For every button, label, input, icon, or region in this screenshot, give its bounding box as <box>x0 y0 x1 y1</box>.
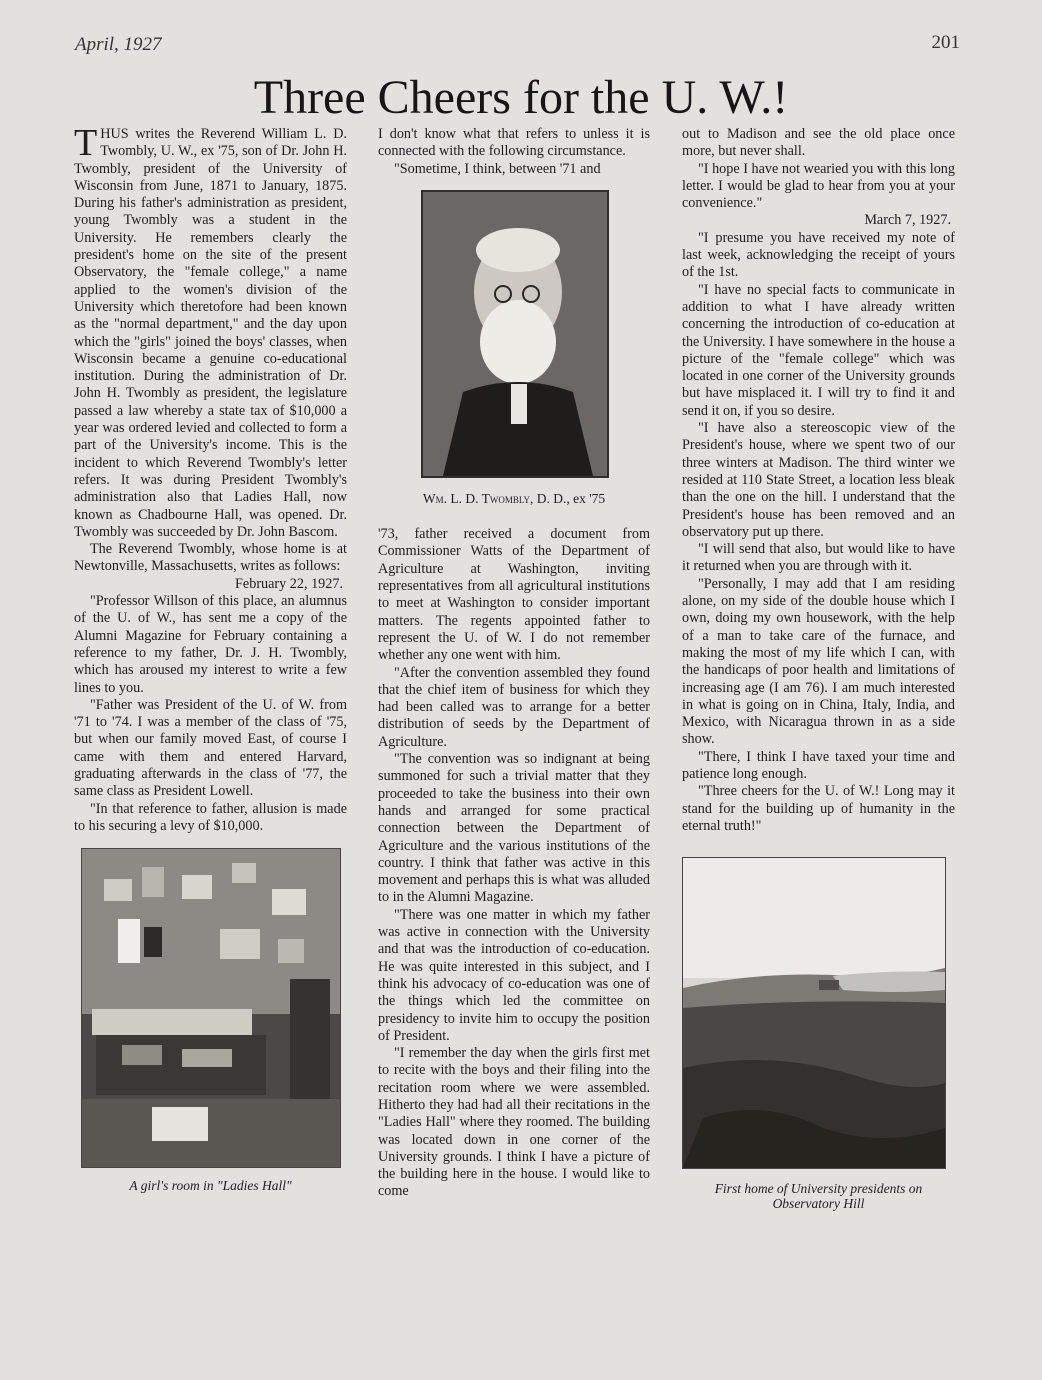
letter-dateline: March 7, 1927. <box>864 212 951 229</box>
portrait-caption-name: Wm. L. D. Twombly <box>422 490 530 506</box>
page-number: 201 <box>931 32 960 53</box>
girls-room-photo-image <box>82 849 340 1167</box>
paragraph: "I remember the day when the girls first met to recite with the boys and their filing into the recitation room where we were assembled. Hitherto they had had all their recitations in the "Ladies Hall" where they roomed. The building was located down in one corner of the University grounds. I think I have a picture of the building here in the house. I would like to come <box>378 1045 650 1200</box>
paragraph: "I have no special facts to communicate in addition to what I have already written concerning the introduction of co-education at the University. I have somewhere in the house a picture of the "female college" which was located in one corner of the University grounds but have misplaced it. I will try to find it and send it on, if you so desire. <box>682 281 955 419</box>
column-2 <box>378 126 650 1201</box>
paragraph: "After the convention assembled they found that the chief item of business for which they had been called was to arrange for a better distribution of seeds by the Department of Agriculture. <box>378 664 650 750</box>
observatory-hill-image <box>683 858 945 1168</box>
paragraph: "In that reference to father, allusion is made to his securing a levy of $10,000. <box>74 800 347 834</box>
observatory-hill-caption <box>682 1181 955 1211</box>
portrait-photo <box>421 190 609 478</box>
paragraph: "There, I think I have taxed your time and patience long enough. <box>682 748 955 782</box>
paragraph: out to Madison and see the old place once more, but never shall. <box>682 126 955 160</box>
observatory-hill-caption-line-2: Observatory Hill <box>772 1196 865 1212</box>
paragraph: The Reverend Twombly, whose home is at Newtonville, Massachusetts, writes as follows: <box>74 541 347 575</box>
paragraph: "Professor Willson of this place, an alumnus of the U. of W., has sent me a copy of the Alumni Magazine for February containing a reference to my father, Dr. J. H. Twombly, which has aroused my interest to write a few lines to you. <box>74 593 347 696</box>
paragraph: "There was one matter in which my father was active in connection with the University and that was the introduction of co-education. He was quite interested in this subject, and I think his advocacy of co-education was one of the things which led the committee on presidency to invite him to occupy the position of President. <box>378 906 650 1044</box>
paragraph: "I will send that also, but would like to have it returned when you are through with it. <box>682 541 955 575</box>
portrait-image <box>423 192 607 476</box>
paragraph: "The convention was so indignant at being summoned for such a trivial matter that they proceeded to take the business into their own hands and arranged for some practical connection between the Department of Agriculture and the various institutions of the country. I think that father was active in this movement and perhaps this is what was alluded to in the Alumni Magazine. <box>378 751 650 906</box>
paragraph: "Sometime, I think, between '71 and <box>394 160 601 177</box>
girls-room-photo <box>81 848 341 1168</box>
girls-room-caption: A girl's room in "Ladies Hall" <box>129 1178 292 1194</box>
paragraph: "Father was President of the U. of W. from '71 to '74. I was a member of the class of '75, but when our family moved East, of course I came with them and entered Harvard, graduating afterwards in the class of '77, the same class as President Lowell. <box>74 696 347 800</box>
paragraph: "Personally, I may add that I am residing alone, on my side of the double house which I own, doing my own housework, with the help of a man to take care of the furnace, and making the most of my life which I can, with the handicaps of poor health and limitations of increasing age (I am 76). I am much interested in what is going on in China, Italy, India, and Mexico, with Nicaragua thrown in as a side show. <box>682 575 955 748</box>
lead-text: HUS writes the Reverend William L. D. Twombly, U. W., ex '75, son of Dr. John H. Twombly, president of the University of Wisconsin from June, 1871 to January, 1875. During his father's administration as president, young Twombly was a student in the University. He remembers clearly the president's home on the site of the present Observatory, the "female college," a name applied to the women's division of the University which theretofore had been known as the "normal department," and the day upon which the "girls" joined the boys' classes, when Wisconsin became a genuine co-educational institution. During the administration of Dr. John H. Twombly as president, the legislature passed a law whereby a state tax of $10,000 a year was ordered levied and collected to form a part of the University's income. This is the incident to which Reverend Twombly's letter refers. It was during President Twombly's administration also that Ladies Hall, now known as Chadbourne Hall, was opened. Dr. Twombly was succeeded by Dr. John Bascom. <box>74 126 347 540</box>
lead-paragraph <box>74 122 347 541</box>
observatory-hill-caption-line-1: First home of University presidents on <box>714 1181 923 1197</box>
paragraph: I don't know what that refers to unless it is connected with the following circumstance. <box>378 126 650 160</box>
column-3 <box>682 126 955 1211</box>
paragraph: "I presume you have received my note of last week, acknowledging the receipt of yours of the 1st. <box>682 229 955 281</box>
portrait-caption-rest: , D. D., ex '75 <box>529 490 606 506</box>
observatory-hill-photo <box>682 857 946 1169</box>
issue-date: April, 1927 <box>75 34 162 55</box>
portrait-caption <box>378 490 650 507</box>
article-title: Three Cheers for the U. W.! <box>253 71 789 124</box>
paragraph: "Three cheers for the U. of W.! Long may it stand for the building up of humanity in the eternal truth!" <box>682 783 955 834</box>
paragraph: "I have also a stereoscopic view of the President's house, where we spent two of our three winters at Madison. The third winter we resided at 110 State Street, a location less bleak than the one on the hill. I understand that the President's house has been removed and an observatory put up there. <box>682 420 955 540</box>
paragraph: "I hope I have not wearied you with this long letter. I would be glad to hear from you at your convenience." <box>682 160 955 212</box>
paragraph: '73, father received a document from Commissioner Watts of the Department of Agriculture at Washington, inviting representatives from all agricultural institutions to meet at Washington to consider important matters. The regents appointed father to represent the U. of W. I do not remember whether any one went with him. <box>378 526 650 664</box>
letter-dateline: February 22, 1927. <box>235 575 343 592</box>
drop-cap: T <box>74 122 98 164</box>
column-1 <box>74 122 347 1194</box>
